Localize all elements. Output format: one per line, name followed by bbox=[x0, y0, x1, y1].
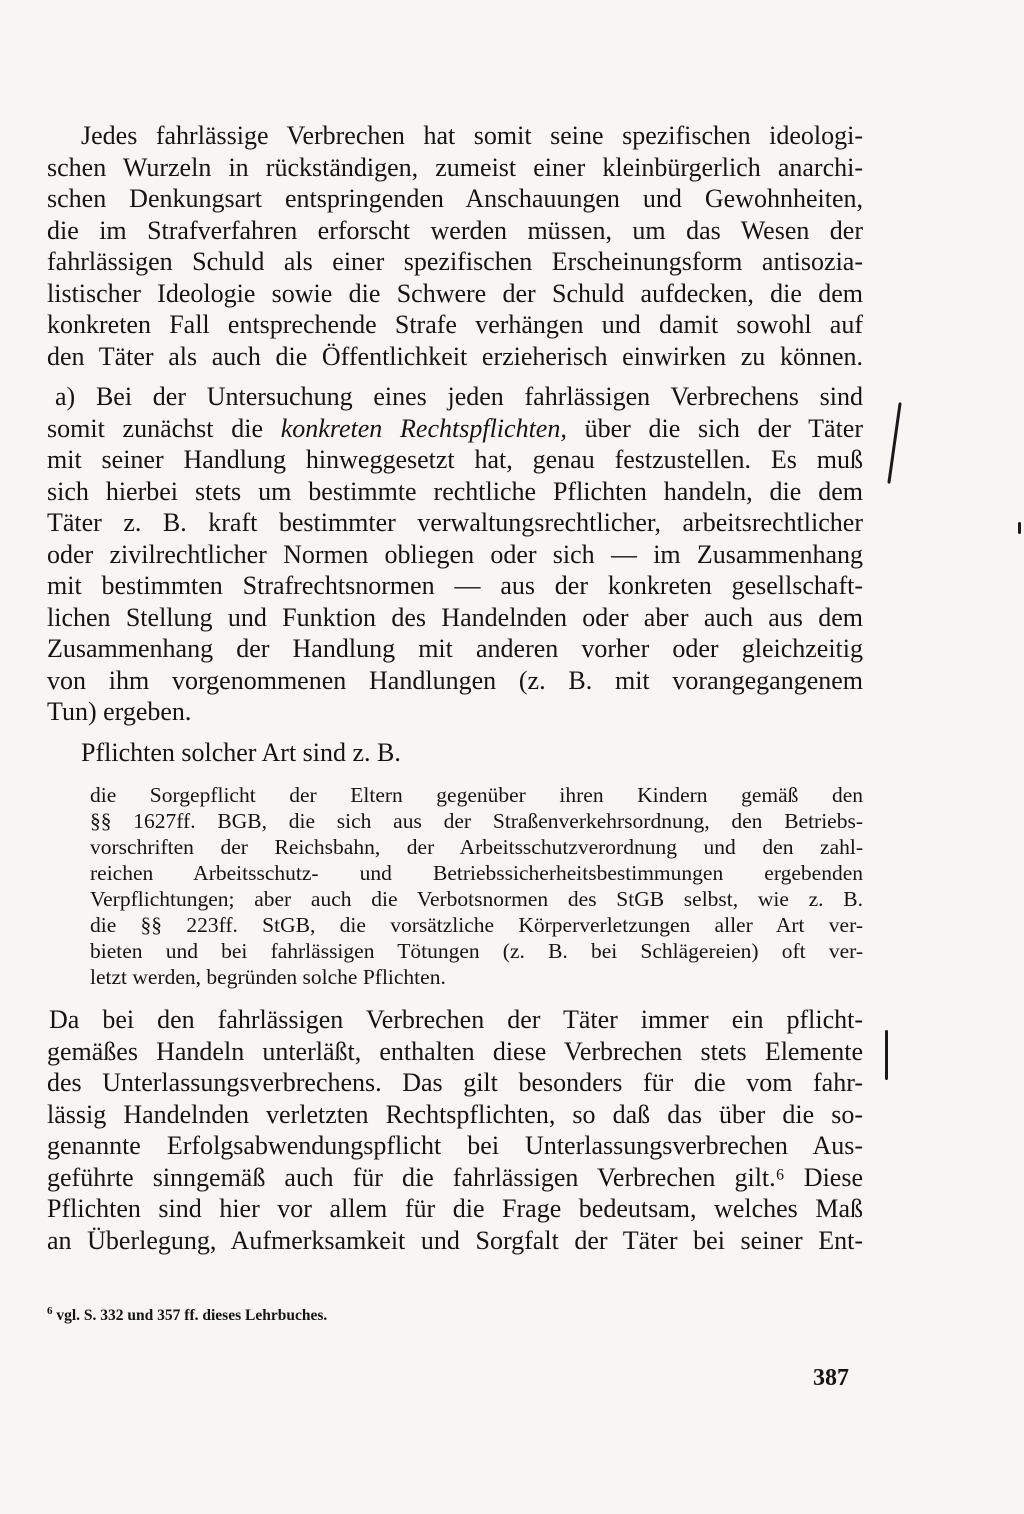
small-text-line: die Sorgepflicht der Eltern gegenüber ihren Kindern gemäß den bbox=[90, 783, 863, 807]
text-line: konkreten Fall entsprechende Strafe verhängen und damit sowohl auf bbox=[47, 310, 863, 339]
small-text-line: reichen Arbeitsschutz- und Betriebssicherheitsbestimmungen ergebenden bbox=[90, 861, 863, 885]
footnote-marker: 6 bbox=[47, 1305, 53, 1317]
text-line: a) Bei der Untersuchung eines jeden fahrlässigen Verbrechens sind bbox=[55, 382, 863, 411]
text-segment: somit zunächst die bbox=[47, 413, 281, 443]
text-line-with-emphasis bbox=[47, 413, 863, 445]
text-line: des Unterlassungsverbrechens. Das gilt besonders für die vom fahr- bbox=[47, 1068, 863, 1097]
paragraph-4 bbox=[47, 1004, 863, 1256]
small-text-line: letzt werden, begründen solche Pflichten. bbox=[90, 965, 446, 989]
text-segment: über die sich der Täter bbox=[566, 413, 864, 443]
small-text-line: die §§ 223ff. StGB, die vorsätzliche Körperverletzungen aller Art ver- bbox=[90, 913, 863, 937]
text-line: geführte sinngemäß auch für die fahrlässigen Verbrechen gilt.⁶ Diese bbox=[47, 1162, 863, 1192]
text-line: von ihm vorgenommenen Handlungen (z. B. mit vorangegangenem bbox=[47, 665, 863, 695]
text-line: genannte Erfolgsabwendungspflicht bei Unterlassungsverbrechen Aus- bbox=[47, 1131, 863, 1160]
text-line: Jedes fahrlässige Verbrechen hat somit seine spezifischen ideologi- bbox=[81, 121, 863, 150]
text-line: Da bei den fahrlässigen Verbrechen der Täter immer ein pflicht- bbox=[49, 1005, 863, 1034]
text-line: die im Strafverfahren erforscht werden müssen, um das Wesen der bbox=[47, 215, 863, 245]
emphasis-konkrete-rechtspflichten: konkreten Rechtspflichten, bbox=[280, 413, 567, 443]
paragraph-2 bbox=[47, 381, 863, 728]
text-line: fahrlässigen Schuld als einer spezifischen Erscheinungsform antisozia- bbox=[47, 247, 863, 276]
text-line: an Überlegung, Aufmerksamkeit und Sorgfalt der Täter bei seiner Ent- bbox=[47, 1225, 863, 1255]
text-line: sich hierbei stets um bestimmte rechtliche Pflichten handeln, die dem bbox=[47, 476, 863, 506]
text-line: lichen Stellung und Funktion des Handelnden oder aber auch aus dem bbox=[47, 602, 863, 632]
text-line: den Täter als auch die Öffentlichkeit erzieherisch einwirken zu können. bbox=[47, 341, 863, 371]
margin-line-mark bbox=[887, 402, 901, 484]
text-line: Tun) ergeben. bbox=[47, 697, 192, 726]
book-page bbox=[47, 120, 863, 1256]
small-text-line: §§ 1627ff. BGB, die sich aus der Straßenverkehrsordnung, den Betriebs- bbox=[90, 809, 863, 833]
paragraph-3 bbox=[47, 737, 863, 769]
text-line: listischer Ideologie sowie die Schwere der Schuld aufdecken, die dem bbox=[47, 278, 863, 308]
text-line: gemäßes Handeln unterläßt, enthalten diese Verbrechen stets Elemente bbox=[47, 1036, 863, 1066]
text-line: Zusammenhang der Handlung mit anderen vorher oder gleichzeitig bbox=[47, 634, 863, 663]
footnote bbox=[47, 1305, 327, 1325]
margin-line-mark bbox=[885, 1030, 888, 1080]
text-line: Täter z. B. kraft bestimmter verwaltungsrechtlicher, arbeitsrechtlicher bbox=[47, 508, 863, 537]
small-print-block bbox=[90, 782, 863, 990]
paragraph-1 bbox=[47, 120, 863, 372]
small-text-line: bieten und bei fahrlässigen Tötungen (z. B. bei Schlägereien) oft ver- bbox=[90, 939, 863, 963]
text-line: mit bestimmten Strafrechtsnormen — aus der konkreten gesellschaft- bbox=[47, 571, 863, 600]
small-text-line: vorschriften der Reichsbahn, der Arbeitsschutzverordnung und den zahl- bbox=[90, 835, 863, 859]
margin-tick-mark bbox=[1018, 522, 1021, 534]
text-line: Pflichten solcher Art sind z. B. bbox=[81, 737, 401, 767]
footnote-text: vgl. S. 332 und 357 ff. dieses Lehrbuches. bbox=[56, 1307, 328, 1325]
text-line: schen Denkungsart entspringenden Anschauungen und Gewohnheiten, bbox=[47, 184, 863, 213]
page-number: 387 bbox=[813, 1365, 849, 1391]
text-line: oder zivilrechtlicher Normen obliegen oder sich — im Zusammenhang bbox=[47, 539, 863, 569]
text-line: Pflichten sind hier vor allem für die Frage bedeutsam, welches Maß bbox=[47, 1194, 863, 1223]
text-line: lässig Handelnden verletzten Rechtspflichten, so daß das über die so- bbox=[47, 1099, 863, 1129]
small-text-line: Verpflichtungen; aber auch die Verbotsnormen des StGB selbst, wie z. B. bbox=[90, 887, 863, 911]
text-line: mit seiner Handlung hinweggesetzt hat, genau festzustellen. Es muß bbox=[47, 445, 863, 474]
text-line: schen Wurzeln in rückständigen, zumeist einer kleinbürgerlich anarchi- bbox=[47, 152, 863, 182]
